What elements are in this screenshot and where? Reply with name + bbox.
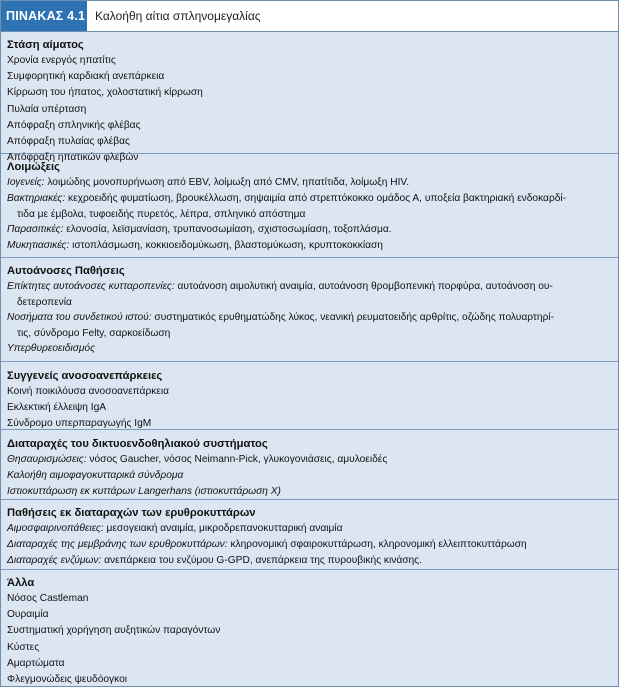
item-label: Διαταραχές ενζύμων:: [7, 555, 102, 567]
section-infections: [1, 154, 618, 258]
table-number: ΠΙΝΑΚΑΣ 4.1: [1, 1, 87, 31]
item-label: Διαταραχές της μεμβράνης των ερυθροκυττάρων:: [7, 539, 228, 551]
list-item: Πυλαία υπέρταση: [7, 103, 87, 115]
item-label: Επίκτητες αυτοάνοσες κυτταροπενίες:: [7, 281, 175, 292]
section-title: Διαταραχές του δικτυοενδοθηλιακού συστήματος: [7, 438, 268, 450]
section-autoimmune: [1, 258, 618, 362]
item-text: νόσος Gaucher, νόσος Neimann-Pick, γλυκογονιάσεις, αμυλοειδές: [89, 454, 388, 465]
section-reticuloendothelial: [1, 430, 618, 500]
list-item: Συμφορητική καρδιακή ανεπάρκεια: [7, 71, 165, 83]
item-label: Παρασιτικές:: [7, 224, 64, 236]
list-item: Απόφραξη ηπατικών φλεβών: [7, 152, 139, 164]
list-item: Ουραιμία: [7, 609, 49, 621]
list-item: Εκλεκτική έλλειψη IgA: [7, 402, 107, 414]
list-item: Κύστες: [7, 641, 40, 653]
item-label: Ιστιοκυττάρωση εκ κυττάρων Langerhans (ιστιοκυττάρωση Χ): [7, 486, 281, 498]
section-title: Παθήσεις εκ διαταραχών των ερυθροκυττάρων: [7, 507, 256, 519]
list-item: Κοινή ποικιλόυσα ανοσοανεπάρκεια: [7, 386, 170, 397]
section-title: Άλλα: [7, 577, 35, 589]
table-header: [1, 1, 618, 32]
list-item: Απόφραξη πυλαίας φλέβας: [7, 136, 130, 148]
list-item: [7, 537, 613, 553]
list-item: [7, 238, 613, 254]
section-erythrocyte-disorders: [1, 500, 618, 570]
list-item: [7, 484, 613, 500]
section-title: Λοιμώξεις: [7, 161, 60, 173]
item-text: συστηματικός ερυθηματώδης λύκος, νεανική ρευματοειδής αρθρίτις, οζώδης πολυαρτηρί-: [154, 312, 555, 323]
list-item-continuation: δετεροπενία: [17, 296, 72, 308]
item-text: κεχροειδής φυματίωση, βρουκέλλωση, σηψαιμία από στρεπτόκοκκο ομάδος Α, υποξεία βακτηριακή ενδοκαρδί-: [68, 193, 567, 205]
list-item: [7, 310, 613, 326]
list-item: Αμαρτώματα: [7, 657, 65, 669]
item-label: Θησαυρισμώσεις:: [7, 454, 87, 465]
list-item: [7, 191, 613, 207]
section-title: Στάση αίματος: [7, 39, 84, 51]
item-text: αυτοάνοση αιμολυτική αναιμία, αυτοάνοση θρομβοπενική πορφύρα, αυτοάνοση ου-: [177, 281, 553, 292]
section-title: Αυτοάνοσες Παθήσεις: [7, 265, 125, 277]
item-text: ιστοπλάσμωση, κοκκιοειδομύκωση, βλαστομύκωση, κρυπτοκοκκίαση: [72, 240, 383, 252]
list-item: [7, 341, 613, 357]
list-item: Σύνδρομο υπερπαραγωγής IgM: [7, 418, 152, 430]
list-item: [7, 222, 613, 238]
item-label: Αιμοσφαιρινοπάθειες:: [7, 523, 104, 534]
item-text: μεσογειακή αναιμία, μικροδρεπανοκυτταρική αναιμία: [106, 523, 343, 534]
list-item-continuation: τιδα με έμβολα, τυφοειδής πυρετός, λέπρα, σπληνικό απόστημα: [17, 208, 306, 220]
item-text: λοιμώδης μονοπυρήνωση από EBV, λοίμωξη από CMV, ηπατίτιδα, λοίμωξη HIV.: [47, 177, 410, 188]
list-item: [7, 468, 613, 484]
table-title: Καλοήθη αίτια σπληνομεγαλίας: [95, 9, 261, 23]
list-item: [7, 175, 613, 191]
item-label: Καλοήθη αιμοφαγοκυτταρικά σύνδρομα: [7, 470, 184, 482]
list-item: Νόσος Castleman: [7, 593, 89, 604]
item-text: κληρονομική σφαιροκυττάρωση, κληρονομική ελλειπτοκυττάρωση: [230, 539, 527, 551]
list-item: Συστηματική χορήγηση αυξητικών παραγόντων: [7, 625, 221, 637]
list-item: Χρονία ενεργός ηπατίτις: [7, 55, 116, 66]
list-item: [7, 279, 613, 295]
item-label: Μυκητιασικές:: [7, 240, 70, 252]
section-title: Συγγενείς ανοσοανεπάρκειες: [7, 370, 163, 382]
item-text: ανεπάρκεια του ενζύμου G-GPD, ανεπάρκεια της πυρουβικής κινάσης.: [104, 555, 422, 567]
list-item-continuation: τις, σύνδρομο Felty, σαρκοείδωση: [17, 327, 171, 339]
item-text: ελονοσία, λεϊσμανίαση, τρυπανοσωμίαση, σχιστοσωμίαση, τοξοπλάσμα.: [66, 224, 392, 236]
list-item: Κίρρωση του ήπατος, χολοστατική κίρρωση: [7, 87, 203, 99]
list-item: [7, 553, 613, 569]
list-item: Απόφραξη σπληνικής φλέβας: [7, 119, 141, 131]
section-immunodeficiencies: [1, 362, 618, 430]
item-label: Βακτηριακές:: [7, 193, 66, 205]
list-item: Φλεγμονώδεις ψευδόογκοι: [7, 674, 128, 686]
item-label: Ιογενείς:: [7, 177, 45, 188]
item-label: Υπερθυρεοειδισμός: [7, 343, 96, 354]
section-blood-stasis: [1, 32, 618, 164]
item-label: Νοσήματα του συνδετικού ιστού:: [7, 312, 152, 323]
section-other: [1, 570, 618, 686]
list-item: [7, 521, 613, 537]
list-item: [7, 452, 613, 468]
